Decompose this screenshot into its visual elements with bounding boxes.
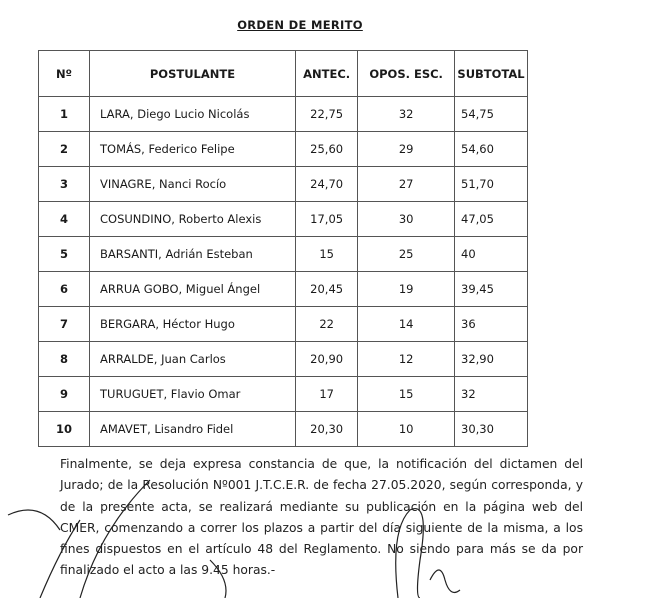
row-number: 2	[39, 132, 90, 167]
applicant-name: LARA, Diego Lucio Nicolás	[90, 97, 296, 132]
antec-score: 17	[296, 377, 358, 412]
table-row	[39, 237, 528, 272]
opos-score: 14	[358, 307, 455, 342]
subtotal-score: 51,70	[455, 167, 528, 202]
antec-score: 20,45	[296, 272, 358, 307]
antec-score: 17,05	[296, 202, 358, 237]
opos-score: 25	[358, 237, 455, 272]
table-header-row	[39, 51, 528, 97]
antec-score: 15	[296, 237, 358, 272]
row-number: 3	[39, 167, 90, 202]
opos-score: 15	[358, 377, 455, 412]
opos-score: 29	[358, 132, 455, 167]
applicant-name: TURUGUET, Flavio Omar	[90, 377, 296, 412]
opos-score: 30	[358, 202, 455, 237]
opos-score: 12	[358, 342, 455, 377]
applicant-name: ARRUA GOBO, Miguel Ángel	[90, 272, 296, 307]
table-row	[39, 97, 528, 132]
closing-paragraph: Finalmente, se deja expresa constancia de que, la notificación del dictamen del Jurado; de la Resolución Nº001 J.T.C.E.R. de fecha 27.05.2020, según corresponda, y de la presente acta, se realizará mediante su publicación en la página web del CMER, comenzando a correr los plazos a partir del día siguiente de la misma, a los fines dispuestos en el artículo 48 del Reglamento. No siendo para más se da por finalizado el acto a las 9.45 horas.-	[60, 457, 583, 578]
opos-score: 10	[358, 412, 455, 447]
header-opos: OPOS. ESC.	[358, 51, 455, 97]
merit-table	[38, 50, 528, 447]
row-number: 5	[39, 237, 90, 272]
header-number: Nº	[39, 51, 90, 97]
subtotal-score: 54,75	[455, 97, 528, 132]
opos-score: 32	[358, 97, 455, 132]
table-row	[39, 132, 528, 167]
row-number: 1	[39, 97, 90, 132]
row-number: 7	[39, 307, 90, 342]
subtotal-score: 32,90	[455, 342, 528, 377]
subtotal-score: 54,60	[455, 132, 528, 167]
antec-score: 25,60	[296, 132, 358, 167]
subtotal-score: 30,30	[455, 412, 528, 447]
header-applicant: POSTULANTE	[90, 51, 296, 97]
antec-score: 22	[296, 307, 358, 342]
row-number: 10	[39, 412, 90, 447]
applicant-name: TOMÁS, Federico Felipe	[90, 132, 296, 167]
document-title: ORDEN DE MERITO	[237, 18, 363, 32]
subtotal-score: 39,45	[455, 272, 528, 307]
applicant-name: AMAVET, Lisandro Fidel	[90, 412, 296, 447]
opos-score: 27	[358, 167, 455, 202]
table-row	[39, 167, 528, 202]
applicant-name: BARSANTI, Adrián Esteban	[90, 237, 296, 272]
subtotal-score: 32	[455, 377, 528, 412]
table-row	[39, 412, 528, 447]
header-subtotal: SUBTOTAL	[455, 51, 528, 97]
row-number: 4	[39, 202, 90, 237]
applicant-name: COSUNDINO, Roberto Alexis	[90, 202, 296, 237]
row-number: 9	[39, 377, 90, 412]
table-row	[39, 202, 528, 237]
applicant-name: ARRALDE, Juan Carlos	[90, 342, 296, 377]
subtotal-score: 47,05	[455, 202, 528, 237]
antec-score: 22,75	[296, 97, 358, 132]
table-row	[39, 377, 528, 412]
subtotal-score: 36	[455, 307, 528, 342]
subtotal-score: 40	[455, 237, 528, 272]
opos-score: 19	[358, 272, 455, 307]
table-row	[39, 307, 528, 342]
table-row	[39, 342, 528, 377]
handwritten-signatures	[0, 470, 648, 598]
row-number: 8	[39, 342, 90, 377]
antec-score: 24,70	[296, 167, 358, 202]
table-row	[39, 272, 528, 307]
header-antec: ANTEC.	[296, 51, 358, 97]
antec-score: 20,30	[296, 412, 358, 447]
antec-score: 20,90	[296, 342, 358, 377]
applicant-name: VINAGRE, Nanci Rocío	[90, 167, 296, 202]
row-number: 6	[39, 272, 90, 307]
applicant-name: BERGARA, Héctor Hugo	[90, 307, 296, 342]
